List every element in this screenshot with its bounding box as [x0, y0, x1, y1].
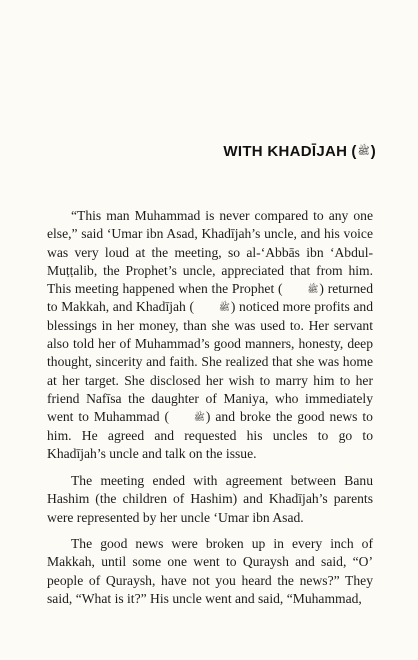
honorific-prophet-icon: ﷺ: [194, 412, 205, 423]
chapter-title: WITH KHADĪJAH: [223, 143, 348, 160]
honorific-khadijah-icon: ﷺ: [219, 302, 230, 313]
paragraph-2: [47, 472, 373, 527]
honorific-glyph-icon: ﷺ: [357, 145, 370, 157]
chapter-heading: [223, 143, 376, 160]
paragraph-3-text: The good news were broken up in every inch of Makkah, until some one went to Quraysh and said, “O’ people of Quraysh, have not you heard the news?” They said, “What is it?” His uncle went and said, “Muhammad,: [47, 536, 373, 606]
paragraph-2-text: The meeting ended with agreement between Banu Hashim (the children of Hashim) and Khadījah’s parents were represented by her uncle ‘Umar ibn Asad.: [47, 473, 373, 525]
paragraph-1-segment-1: “This man Muhammad is never compared to any one else,” said ‘Umar ibn Asad, Khadījah’s uncle, and his voice was very loud at the meeting, so al-‘Abbās ibn ‘Abdul-Muṭṭalib, the Prophet’s uncle, appreciated that from him. This meeting happened when the Prophet (: [47, 208, 373, 297]
body-text: [47, 207, 373, 616]
paragraph-1-segment-3: ) noticed more profits and blessings in her money, than she was used to. Her servant also told her of Muhammad’s good manners, honesty, deep thought, sincerity and faith. She realized that she was home at her target. She disclosed her wish to marry him to her friend Nafīsa the daughter of Maniya, who immediately went to Muhammad (: [47, 299, 373, 425]
heading-close-paren: ): [370, 143, 376, 160]
paragraph-1: [47, 207, 373, 463]
heading-open-paren: (: [351, 143, 357, 160]
honorific-prophet-icon: ﷺ: [307, 284, 319, 295]
paragraph-1-segment-2: ) returned to Makkah, and Khadījah (: [47, 281, 373, 315]
paragraph-3: [47, 535, 373, 608]
paragraph-1-segment-4: ) and broke the good news to him. He agreed and requested his uncles to go to Khadījah’s uncle and talk on the issue.: [47, 409, 373, 461]
